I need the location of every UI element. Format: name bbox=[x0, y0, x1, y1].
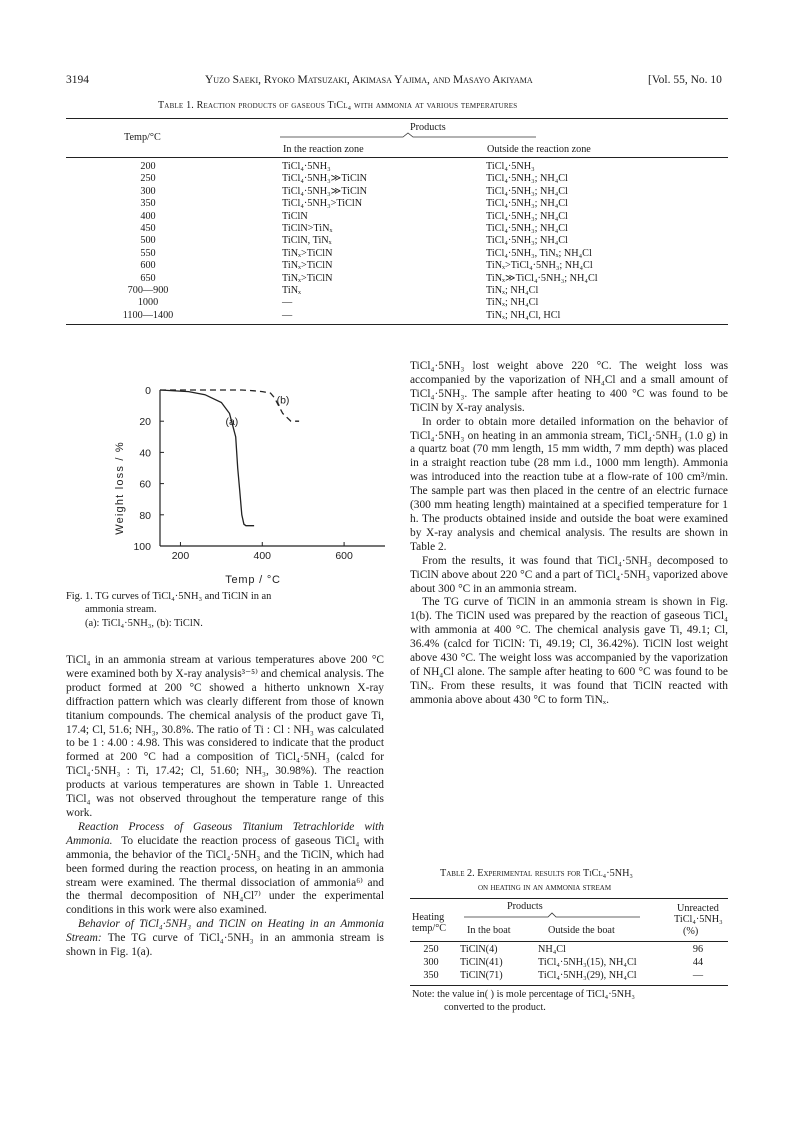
table1-header-products: Products bbox=[410, 122, 446, 133]
table2-header-products: Products bbox=[507, 901, 543, 912]
table2-cell-unreacted: — bbox=[692, 970, 704, 981]
table2-cell-out-boat: TiCl₄·5NH₃(29), NH₄Cl bbox=[538, 970, 637, 981]
running-header-volume: [Vol. 55, No. 10 bbox=[648, 74, 722, 86]
table2-header-in-boat: In the boat bbox=[467, 925, 511, 936]
table2-note-line2: converted to the product. bbox=[444, 1002, 546, 1013]
table1-cell-out-zone: TiCl₄·5NH₃, TiNₓ; NH₄Cl bbox=[486, 247, 592, 259]
table1-cell-in-zone: TiCl₄·5NH₃≫TiClN bbox=[282, 173, 367, 185]
table1-cell-out-zone: TiCl₄·5NH₃; NH₄Cl bbox=[486, 198, 568, 210]
table1-cell-temp: 650 bbox=[140, 272, 156, 284]
table1-cell-out-zone: TiCl₄·5NH₃ bbox=[486, 161, 535, 172]
table2-header-unreacted-3: (%) bbox=[683, 926, 699, 937]
figure1-caption-line3: (a): TiCl₄·5NH₃, (b): TiClN. bbox=[85, 618, 203, 629]
y-tick-label: 80 bbox=[139, 509, 151, 522]
table2-cell-unreacted: 44 bbox=[692, 957, 704, 968]
table1-cell-in-zone: TiNₓ bbox=[282, 285, 302, 296]
table1-cell-out-zone: TiNₓ; NH₄Cl bbox=[486, 285, 539, 296]
table2-header-heating: Heating bbox=[412, 912, 445, 923]
table1-cell-temp: 300 bbox=[140, 185, 156, 197]
table1-cell-in-zone: — bbox=[282, 309, 293, 321]
table1-cell-in-zone: TiCl₄·5NH₃≫TiClN bbox=[282, 185, 367, 197]
table1-cell-out-zone: TiCl₄·5NH₃; NH₄Cl bbox=[486, 173, 568, 185]
table1-cell-out-zone: TiNₓ≫TiCl₄·5NH₃; NH₄Cl bbox=[486, 272, 598, 284]
table1-cell-out-zone: TiCl₄·5NH₃; NH₄Cl bbox=[486, 185, 568, 197]
y-tick-label: 100 bbox=[133, 541, 151, 553]
table1-cell-temp: 1100—1400 bbox=[122, 309, 174, 321]
table1-cell-temp: 450 bbox=[140, 223, 156, 234]
table1-header-rule bbox=[66, 157, 728, 158]
table2-cell-in-boat: TiClN(71) bbox=[460, 970, 503, 981]
table1-cell-temp: 550 bbox=[140, 247, 156, 259]
table2-cell-out-boat: TiCl₄·5NH₃(15), NH₄Cl bbox=[538, 957, 637, 968]
table2-cell-out-boat: NH₄Cl bbox=[538, 944, 566, 955]
y-tick-label: 20 bbox=[139, 416, 151, 429]
table2-cell-in-boat: TiClN(4) bbox=[460, 944, 498, 955]
table2-note-line1: Note: the value in( ) is mole percentage of TiCl₄·5NH₃ bbox=[412, 989, 635, 1000]
table1-cell-in-zone: TiClN bbox=[282, 210, 308, 222]
table1-cell-in-zone: TiCl₄·5NH₃ bbox=[282, 161, 331, 172]
y-axis-label: Weight loss / % bbox=[114, 441, 126, 535]
figure1-caption-line2: ammonia stream. bbox=[85, 604, 157, 615]
table1-cell-temp: 500 bbox=[140, 235, 156, 247]
table2-bottom-rule bbox=[410, 985, 728, 986]
table2-header-rule bbox=[410, 941, 728, 942]
table2-caption-line1: Table 2. Experimental results for TiCl₄·5NH₃ bbox=[440, 868, 633, 879]
x-axis-label: Temp / °C bbox=[225, 574, 281, 586]
table1-cell-in-zone: TiNₓ>TiClN bbox=[282, 260, 333, 272]
table1-cell-in-zone: TiNₓ>TiClN bbox=[282, 272, 333, 284]
table1-cell-in-zone: — bbox=[282, 297, 293, 309]
section-heading-behavior: Behavior of TiCl₄·5NH₃ and TiClN on Heating in an Ammonia Stream: bbox=[66, 918, 384, 945]
left-paragraph-2: To elucidate the reaction process of gaseous TiCl₄ with ammonia, the behavior of the TiCl₄·5NH₃ and the TiClN, which had been formed during the reaction process, on heating in an ammonia stream were examined. The thermal dissociation of ammonia⁶⁾ and the thermal decomposition of NH₄Cl⁷⁾ under the experimental conditions in this work were also examined. bbox=[66, 834, 384, 917]
table1-caption: Table 1. Reaction products of gaseous TiCl₄ with ammonia at various temperatures bbox=[158, 100, 518, 111]
x-tick-label: 400 bbox=[253, 550, 272, 562]
table1-cell-out-zone: TiCl₄·5NH₃; NH₄Cl bbox=[486, 210, 568, 222]
right-paragraph-1: TiCl₄·5NH₃ lost weight above 220 °C. The weight loss was accompanied by the vaporization of NH₄Cl and a small amount of TiCl₄·5NH₃. The sample after heating to 400 °C was found to be TiClN by X-ray analysis. bbox=[410, 360, 728, 414]
table1-top-rule bbox=[66, 118, 728, 119]
table1-cell-out-zone: TiCl₄·5NH₃; NH₄Cl bbox=[486, 235, 568, 247]
table1-cell-out-zone: TiCl₄·5NH₃; NH₄Cl bbox=[486, 223, 568, 234]
table1-bottom-rule bbox=[66, 324, 728, 325]
table2-cell-temp: 250 bbox=[423, 944, 439, 955]
table1-header-in-zone: In the reaction zone bbox=[283, 144, 364, 155]
table1-cell-temp: 700—900 bbox=[127, 285, 169, 296]
y-tick-label: 0 bbox=[145, 385, 151, 397]
table2-cell-unreacted: 96 bbox=[692, 944, 704, 955]
right-paragraph-2: In order to obtain more detailed information on the behavior of TiCl₄·5NH₃ on heating in an ammonia stream, TiCl₄·5NH₃ (1.0 g) in a quartz boat (70 mm length, 15 mm width, 7 mm depth) was placed in a straight reaction tube (28 mm i.d., 1000 mm length). Ammonia was introduced into the reaction tube at a flow-rate of 100 cm³/min. The sample part was then placed in the centre of an electric furnace (300 mm heating length) maintained at a specified temperature for 1 h. The products obtained inside and outside the boat were examined by X-ray analysis and chemical analysis. The results are shown in Table 2. bbox=[410, 415, 728, 553]
table1-cell-out-zone: TiNₓ; NH₄Cl, HCl bbox=[486, 309, 561, 321]
right-paragraph-3: From the results, it was found that TiCl₄·5NH₃ decomposed to TiClN above about 220 °C and a part of TiCl₄·5NH₃ vaporized above about 300 °C in an ammonia stream. bbox=[410, 554, 728, 595]
figure1-tg-chart bbox=[95, 378, 395, 588]
table1-cell-in-zone: TiNₓ>TiClN bbox=[282, 247, 333, 259]
x-tick-label: 600 bbox=[335, 550, 353, 562]
table1-cell-temp: 400 bbox=[140, 210, 156, 222]
left-paragraph-3: The TG curve of TiCl₄·5NH₃ in an ammonia stream is shown in Fig. 1(a). bbox=[66, 932, 384, 959]
table2-header-unreacted-1: Unreacted bbox=[677, 903, 719, 914]
table1-cell-in-zone: TiClN>TiNₓ bbox=[282, 223, 333, 234]
table1-cell-temp: 600 bbox=[140, 260, 156, 272]
table2-header-unreacted-2: TiCl₄·5NH₃ bbox=[674, 914, 723, 925]
table1-cell-out-zone: TiNₓ>TiCl₄·5NH₃; NH₄Cl bbox=[486, 260, 593, 272]
series-label-a: (a) bbox=[225, 416, 239, 429]
right-column-text bbox=[410, 360, 728, 708]
table1-cell-temp: 350 bbox=[140, 198, 156, 210]
table1-header-out-zone: Outside the reaction zone bbox=[487, 144, 591, 155]
running-header-authors: Yuzo Saeki, Ryoko Matsuzaki, Akimasa Yajima, and Masayo Akiyama bbox=[205, 74, 533, 86]
table1-cell-temp: 250 bbox=[140, 173, 156, 185]
table2-cell-in-boat: TiClN(41) bbox=[460, 957, 503, 968]
series-label-b: (b) bbox=[276, 394, 290, 407]
table2-caption-line2: on heating in an ammonia stream bbox=[478, 883, 612, 893]
table1-cell-in-zone: TiClN, TiNₓ bbox=[282, 235, 332, 247]
table2-cell-temp: 350 bbox=[423, 970, 439, 981]
table2-cell-temp: 300 bbox=[423, 957, 439, 968]
right-paragraph-4: The TG curve of TiClN in an ammonia stream is shown in Fig. 1(b). The TiClN used was prepared by the reaction of gaseous TiCl₄ with ammonia at 400 °C. The chemical analysis gave Ti, 49.1; Cl, 36.4% (calcd for TiClN: Ti, 49.19; Cl, 36.42%). TiClN lost weight above 430 °C. The weight loss was accompanied by the vaporization of NH₄Cl alone. The sample after heating to 600 °C was found to be TiNₓ. From these results, it was found that TiClN reacted with ammonia above about 430 °C to form TiNₓ. bbox=[410, 596, 728, 706]
series-line-a bbox=[160, 390, 254, 526]
table1-products-brace bbox=[278, 131, 538, 141]
table1-header-temp: Temp/°C bbox=[124, 132, 161, 143]
table2-top-rule bbox=[410, 898, 728, 899]
left-column-text bbox=[66, 654, 384, 960]
table2-products-brace bbox=[462, 911, 642, 921]
table1-cell-temp: 1000 bbox=[137, 297, 159, 309]
table2-header-out-boat: Outside the boat bbox=[548, 925, 615, 936]
table1-cell-out-zone: TiNₓ; NH₄Cl bbox=[486, 297, 539, 309]
y-tick-label: 40 bbox=[139, 447, 151, 460]
table2-header-temp: temp/°C bbox=[412, 923, 447, 934]
table1-cell-in-zone: TiCl₄·5NH₃>TiClN bbox=[282, 198, 363, 210]
table1-cell-temp: 200 bbox=[140, 161, 156, 172]
y-tick-label: 60 bbox=[139, 478, 151, 491]
section-heading-reaction-process: Reaction Process of Gaseous Titanium Tetrachloride with Ammonia. bbox=[66, 820, 384, 847]
figure1-caption-line1: Fig. 1. TG curves of TiCl₄·5NH₃ and TiClN in an bbox=[66, 591, 272, 602]
left-paragraph-1: TiCl₄ in an ammonia stream at various temperatures above 200 °C were examined both by X-ray analysis³⁻⁵⁾ and chemical analysis. The product formed at 200 °C showed a hitherto unknown X-ray diffraction pattern which was clearly different from those of known titanium compounds. The chemical analysis of the product gave Ti, 17.4; Cl, 51.6; NH₃, 30.8%. The ratio of Ti : Cl : NH₃ was calculated to be 1 : 4.00 : 4.98. This was considered to indicate that the product formed at 200 °C had a composition of TiCl₄·5NH₃ (calcd for TiCl₄·5NH₃ : Ti, 17.42; Cl, 51.60; NH₃, 30.98%). The reaction products at various temperatures are shown in Table 1. Unreacted TiCl₄ was not observed throughout the temperature range of this work. bbox=[66, 654, 384, 819]
x-tick-label: 200 bbox=[171, 550, 190, 562]
page-number: 3194 bbox=[66, 74, 89, 86]
